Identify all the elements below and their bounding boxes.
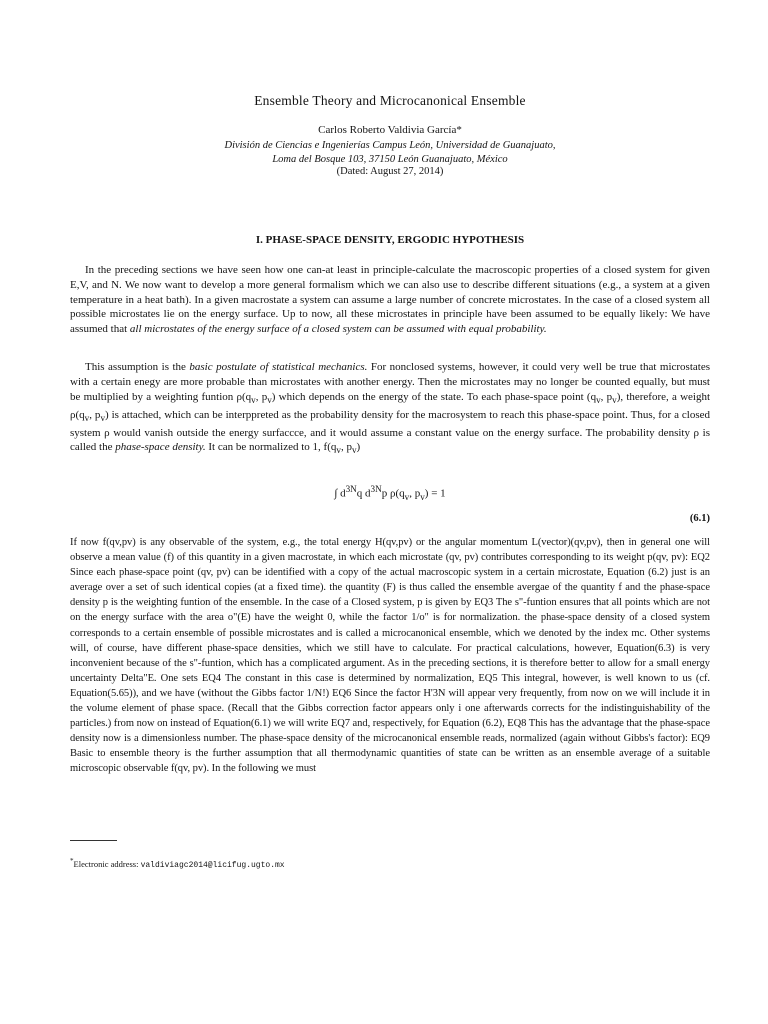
eq-rest: p ρ(q [381,487,405,500]
p2-part17: , p [340,441,352,454]
paper-title: Ensemble Theory and Microcanonical Ensemble [254,93,526,108]
footnote-marker: * [70,857,74,865]
eq-sub1: v [404,491,410,502]
eq-mid: , p [409,487,421,500]
p2-part2: For nonclosed systems, however, it could very well be true that microstates with a certain enegy are more probable than microstates with another energy. Then the microstates may no longer be counted equally, but must be multiplied by a weighting funtion ρ(q [70,361,710,403]
footnote-label: Electronic address: [73,858,141,869]
email-link[interactable]: valdiviagc2014@licifug.ugto.mx [140,860,285,870]
p2-part7: v [596,394,601,405]
integral-sign: ∫ [334,487,338,500]
section-heading: I. PHASE-SPACE DENSITY, ERGODIC HYPOTHESIS [255,234,525,246]
equation-6-1 [70,484,710,502]
p2-part1: This assumption is the [85,361,190,373]
p2-part4: , p [255,390,268,403]
affiliation-line-1: División de Ciencias e Ingenierías Campus León, Universidad de Guanajuato, [224,140,556,151]
p2-part15: It can be normalized to 1, f(q [205,441,337,454]
affiliation-line-2: Loma del Bosque 103, 37150 León Guanajuato, México [272,154,508,165]
footnote [70,857,285,870]
paragraph-1-text: In the preceding sections we have seen how one can-at least in principle-calculate the macroscopic properties of a closed system for given E,V, and N. We now want to develop a more general formalism which we can also use to describe different situations (e.g., a system at a given temperature in a heat bath). In a given macrostate a system can assume a large number of concrete microstates. In the case of a closed system all possible microstates lie on the energy surface. Up to now, all these microstates in principle have been assumed to be equally likely: We have assumed that [70,264,710,336]
p2-part11: v [84,412,90,423]
paragraph-1 [70,263,710,337]
paragraph-3: If now f(qv,pv) is any observable of the system, e.g., the total energy H(qv,pv) or the angular momentum L(vector)(qv,pv), then in general one will observe a mean value (f) of this quantity in a given macrostate, in which each microstate (qv, pv) contributes corresponding to its weight p(qv, pv): EQ2 Since each phase-space point (qv, pv) can be identified with a copy of the actual macroscopic system in a certain microstate, Equation (6.2) just is an average over a set of such identical copies (at a fixed time). the quantity (F) is thus called the ensemble avergae of the quantity f and the phase-space density p is the weighting funtion of the ensemble. In the case of a Closed system, p is given by EQ3 The s"-funtion ensures that all points which are not on the energy surface with the area o"(E) have the weight 0, while the factor 1/o" is for normalization. the phase-space density of a closed system corresponds to a certain ensemble of possible microstates and is called a microcanonical ensemble, which we denoted by the index mc. Other systems will, of course, have different phase-space densities, which we still have to calculate. For practical calculations, however, Equation(6.3) is very inconvenient because of the s"-funtion, which has a complicated argument. As in the preceding sections, it is therefore better to allow for a small energy uncertainty Delta"E. One sets EQ4 The constant in this case is determined by normalization, EQ5 This integral, however, is well known to us (cf. Equation(5.65)), and we have (without the Gibbs factor 1/N!) EQ6 Since the factor H'3N will appear very frequently, from now on we will include it in the volume element of phase space. (Recall that the Gibbs correction factor appears only i one afterwards corrects for the indistinguishability of the particles.) from now on instead of Equation(6.1) we will write EQ7 and, respectively, for Equation (6.2), EQ8 This has the advantage that the phase-space density now is a dimensionless number. The phase-space density of the microcanonical ensemble reads, normalized (again without Gibbs's factor): EQ9 Basic to ensemble theory is the further assumption that all thermodynamic quantities of state can be written as an ensemble average of a suitable microscopic observable f(qv, pv). In the following we must [70,537,710,775]
eq-exp2: 3N [370,484,382,494]
p2-part16: v [336,445,341,456]
p2-part19: ) [356,441,361,454]
p2-emph2: phase-space density. [115,441,206,454]
eq-q: q d [356,487,371,500]
p2-part12: , p [89,408,101,421]
eq-end: ) = 1 [424,487,446,500]
eq-d1: d [337,487,346,500]
eq-exp1: 3N [345,484,357,494]
paragraph-1-emphasis: all microstates of the energy surface of a closed system can be assumed with equal probability. [129,323,547,336]
author-name: Carlos Roberto Valdivia García* [318,124,462,136]
p2-part14: ) is attached, which can be interppreted as the probability density for the macrosystem to reach this phase-space point. Thus, for a closed system ρ would vanish outside the energy surfaccce, and it would assume a constant value on the energy surface. The probability density ρ is called the [70,408,710,454]
p2-part3: v [251,394,256,405]
p2-part13: v [100,412,106,423]
p2-emph1: basic postulate of statistical mechanics. [189,361,368,373]
p2-part6: ) which depends on the energy of the state. To each phase-space point (q [271,390,597,403]
p2-part10: ), therefore, a weight ρ(q [70,390,711,421]
p2-part5: v [267,394,272,405]
footnote-rule [70,840,117,841]
eq-sub2: v [420,491,425,502]
p2-part18: v [351,445,357,456]
p2-part8: , p [600,390,613,403]
p2-part9: v [612,394,617,405]
paragraph-2 [70,360,710,458]
equation-number: (6.1) [689,513,710,524]
date-line: (Dated: August 27, 2014) [336,166,444,177]
